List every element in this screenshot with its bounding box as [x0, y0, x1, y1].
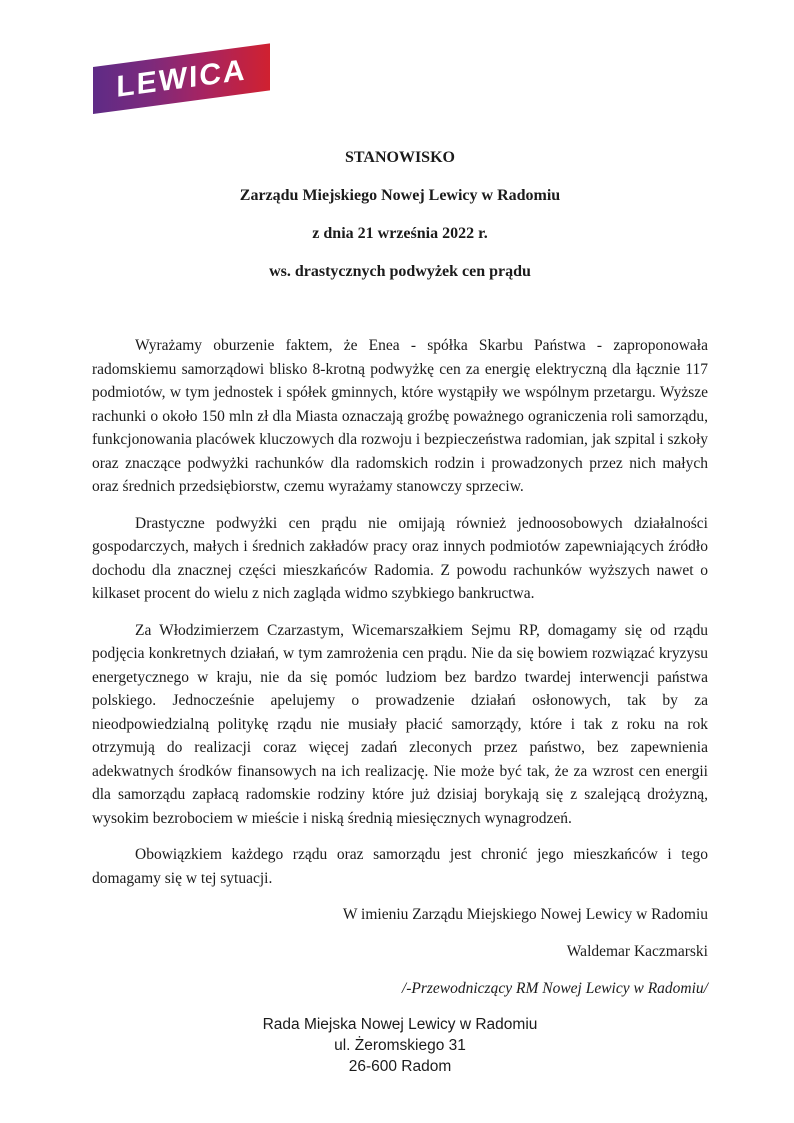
document-headings	[92, 139, 708, 291]
heading-subject: ws. drastycznych podwyżek cen prądu	[269, 263, 531, 280]
closing-signer-role: /-Przewodniczący RM Nowej Lewicy w Radomiu/	[401, 980, 708, 997]
body-paragraph-1: Wyrażamy oburzenie faktem, że Enea - spółka Skarbu Państwa - zaproponowała radomskiemu samorządowi blisko 8-krotną podwyżkę cen za energię elektryczną dla łącznie 117 podmiotów, w tym jednostek i spółek gminnych, które wystąpiły we wspólnym przetargu. Wyższe rachunki o około 150 mln zł dla Miasta oznaczają groźbę poważnego ograniczenia roli samorządu, funkcjonowania placówek kluczowych dla rozwoju i bezpieczeństwa radomian, jak szpital i szkoły oraz znaczące podwyżki rachunków dla radomskich rodzin i prowadzonych przez nich małych oraz średnich przedsiębiorstw, czemu wyrażamy stanowczy sprzeciw.	[92, 337, 708, 495]
heading-title: STANOWISKO	[345, 149, 455, 166]
lewica-logo-text: LEWICA	[116, 52, 247, 104]
closing-signer-name: Waldemar Kaczmarski	[566, 943, 708, 960]
heading-issuer: Zarządu Miejskiego Nowej Lewicy w Radomiu	[239, 187, 561, 204]
footer-street-address: ul. Żeromskiego 31	[334, 1037, 466, 1054]
footer-organization: Rada Miejska Nowej Lewicy w Radomiu	[262, 1016, 538, 1033]
closing-on-behalf: W imieniu Zarządu Miejskiego Nowej Lewicy w Radomiu	[342, 906, 708, 923]
heading-date: z dnia 21 września 2022 r.	[312, 225, 488, 242]
body-paragraph-3: Za Włodzimierzem Czarzastym, Wicemarszałkiem Sejmu RP, domagamy się od rządu podjęcia konkretnych działań, w tym zamrożenia cen prądu. Nie da się bowiem rozwiązać kryzysu energetycznego w kraju, nie da się pomóc ludziom bez bardzo twardej interwencji państwa polskiego. Jednocześnie apelujemy o prowadzenie działań osłonowych, tak by za nieodpowiedzialną politykę rządu nie musiały płacić samorządy, które i tak z roku na rok otrzymują do realizacji coraz więcej zadań zleconych przez państwo, bez zapewnienia adekwatnych środków finansowych na ich realizację. Nie może być tak, że za wzrost cen energii dla samorządu zapłacą radomskie rodziny które już dzisiaj borykają się z szalejącą drożyzną, wysokim bezrobociem w mieście i niską średnią miesięcznych wynagrodzeń.	[92, 621, 708, 827]
body-paragraph-2: Drastyczne podwyżki cen prądu nie omijają również jednoosobowych działalności gospodarczych, małych i średnich zakładów pracy oraz innych podmiotów zapewniających źródło dochodu dla znacznej części mieszkańców Radomia. Z powodu rachunków wyższych nawet o kilkaset procent do wielu z nich zagląda widmo szybkiego bankructwa.	[92, 514, 708, 602]
document-body	[92, 334, 708, 890]
lewica-logo	[93, 43, 270, 114]
document-content	[0, 139, 794, 1077]
document-footer	[92, 1014, 708, 1077]
document-closing	[92, 903, 708, 1001]
footer-postal-city: 26-600 Radom	[348, 1058, 452, 1075]
body-paragraph-4: Obowiązkiem każdego rządu oraz samorządu jest chronić jego mieszkańców i tego domagamy się w tej sytuacji.	[92, 846, 708, 887]
